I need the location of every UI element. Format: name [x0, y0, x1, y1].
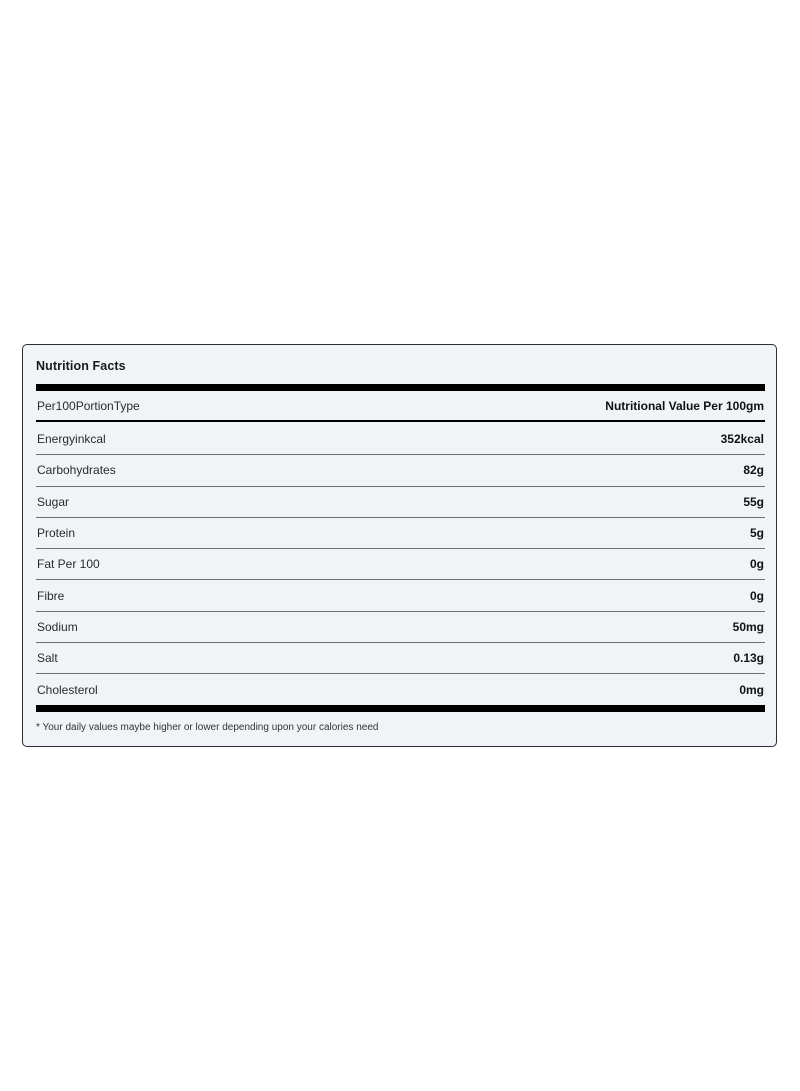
bottom-divider — [36, 705, 765, 712]
table-row — [36, 455, 765, 486]
table-row — [36, 487, 765, 518]
nutrient-value: 0g — [749, 557, 764, 572]
nutrient-value: 0mg — [739, 683, 764, 698]
header-label: Per100PortionType — [37, 398, 140, 413]
nutrient-value: 0g — [749, 588, 764, 603]
table-row — [36, 643, 765, 674]
table-header-row — [36, 391, 765, 422]
nutrient-value: 82g — [743, 463, 764, 478]
top-divider — [36, 384, 765, 391]
nutrient-label: Carbohydrates — [37, 463, 116, 478]
nutrient-label: Fat Per 100 — [37, 557, 100, 572]
nutrient-label: Sugar — [37, 494, 70, 509]
nutrient-value: 50mg — [732, 619, 764, 634]
nutrient-label: Cholesterol — [37, 683, 98, 698]
panel-title: Nutrition Facts — [36, 359, 126, 373]
table-row — [36, 674, 765, 705]
table-row — [36, 549, 765, 580]
nutrient-value: 352kcal — [720, 432, 764, 447]
nutrient-value: 0.13g — [733, 651, 764, 666]
table-row — [36, 518, 765, 549]
nutrient-value: 5g — [749, 526, 764, 541]
nutrient-label: Energyinkcal — [37, 432, 106, 447]
nutrient-label: Salt — [37, 651, 58, 666]
header-value: Nutritional Value Per 100gm — [605, 398, 764, 413]
table-row — [36, 612, 765, 643]
nutrient-value: 55g — [743, 494, 764, 509]
nutrition-facts-panel — [22, 344, 777, 747]
nutrient-label: Protein — [37, 526, 76, 541]
table-row — [36, 581, 765, 612]
nutrient-label: Fibre — [37, 588, 65, 603]
table-row — [36, 424, 765, 455]
footnote: * Your daily values maybe higher or lower depending upon your calories need — [36, 722, 379, 733]
nutrient-label: Sodium — [37, 619, 78, 634]
